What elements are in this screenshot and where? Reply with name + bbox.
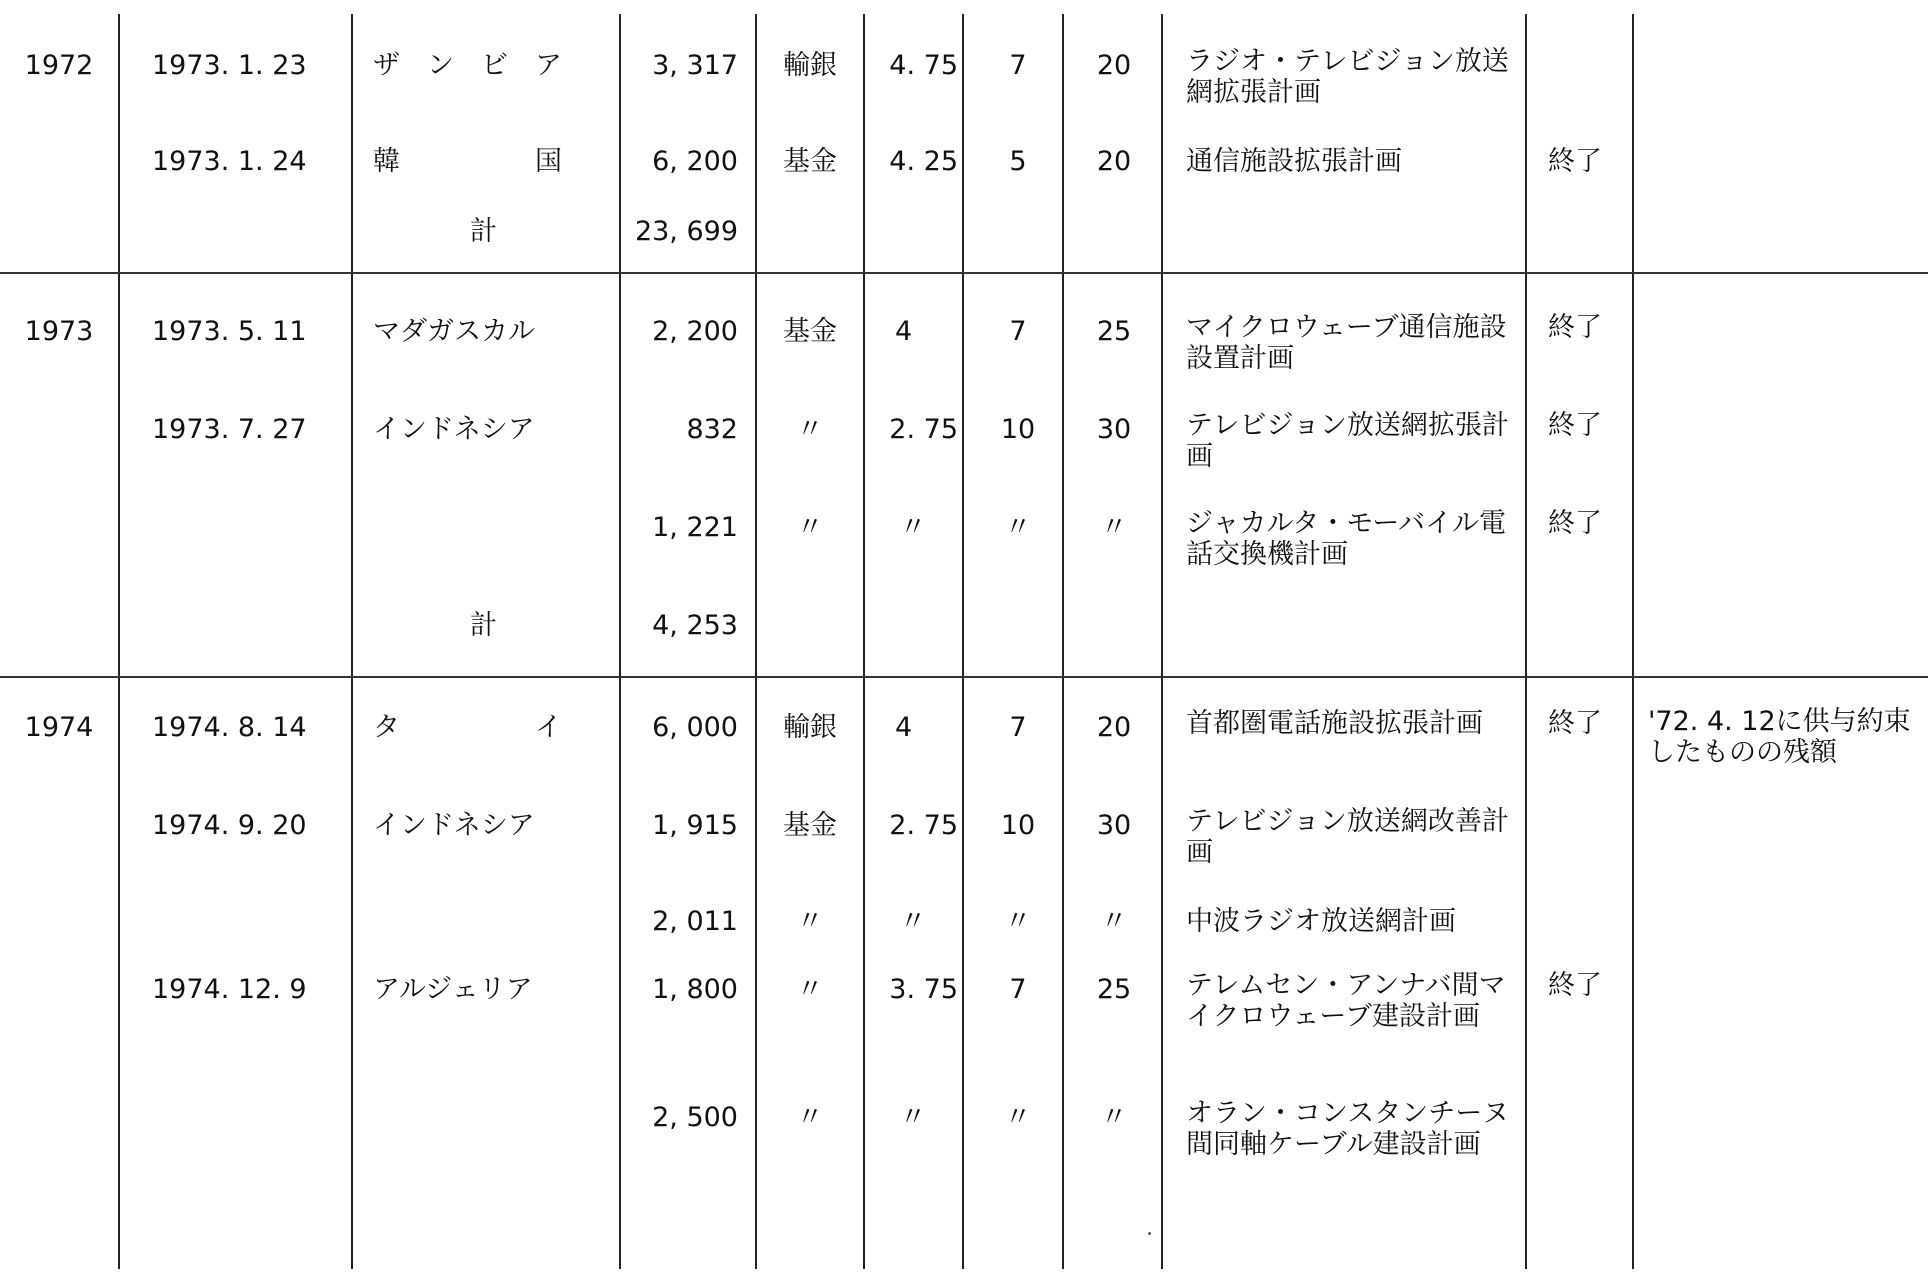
date-cell: 1973. 7. 27 bbox=[152, 414, 307, 445]
source-cell: 基金 bbox=[783, 316, 837, 347]
status-cell: 終了 bbox=[1548, 312, 1602, 343]
amount-cell: 2, 011 bbox=[652, 906, 738, 937]
year-cell: 1973 bbox=[24, 316, 94, 347]
date-cell: 1974. 12. 9 bbox=[152, 974, 307, 1005]
grace-cell: 7 bbox=[1009, 50, 1027, 81]
rate-cell: 4. 25 bbox=[889, 146, 958, 177]
country-cell: インドネシア bbox=[373, 810, 535, 841]
term-cell: 20 bbox=[1096, 146, 1132, 177]
column-rule bbox=[619, 14, 621, 1269]
total-amount: 23, 699 bbox=[634, 216, 738, 247]
term-cell: 20 bbox=[1096, 712, 1132, 743]
project-cell: マイクロウェーブ通信施設設置計画 bbox=[1186, 312, 1507, 374]
term-cell: 〃 bbox=[1100, 1102, 1128, 1133]
status-cell: 終了 bbox=[1548, 970, 1602, 1001]
source-cell: 〃 bbox=[796, 414, 824, 445]
term-cell: 〃 bbox=[1100, 906, 1128, 937]
amount-cell: 1, 800 bbox=[652, 974, 738, 1005]
amount-cell: 2, 500 bbox=[652, 1102, 738, 1133]
rate-cell: 4 bbox=[895, 712, 913, 743]
term-cell: 20 bbox=[1096, 50, 1132, 81]
country-cell: 韓 国 bbox=[373, 146, 562, 177]
amount-cell: 6, 000 bbox=[652, 712, 738, 743]
country-cell: アルジェリア bbox=[373, 974, 533, 1005]
status-cell: 終了 bbox=[1548, 146, 1602, 177]
total-amount: 4, 253 bbox=[652, 610, 738, 641]
remarks-cell: '72. 4. 12に供与約束したものの残額 bbox=[1648, 706, 1911, 768]
term-cell: 30 bbox=[1096, 414, 1132, 445]
source-cell: 基金 bbox=[783, 810, 837, 841]
term-cell: 25 bbox=[1096, 316, 1132, 347]
column-rule bbox=[1062, 14, 1064, 1269]
year-cell: 1972 bbox=[24, 50, 94, 81]
group-separator bbox=[0, 676, 1928, 678]
column-rule bbox=[863, 14, 865, 1269]
column-rule bbox=[962, 14, 964, 1269]
column-rule bbox=[351, 14, 353, 1269]
country-cell: ザ ン ビ ア bbox=[373, 50, 562, 81]
grace-cell: 10 bbox=[1000, 414, 1036, 445]
grace-cell: 7 bbox=[1009, 316, 1027, 347]
grace-cell: 〃 bbox=[1004, 1102, 1032, 1133]
project-cell: テレムセン・アンナバ間マイクロウェーブ建設計画 bbox=[1186, 970, 1506, 1032]
project-cell: 通信施設拡張計画 bbox=[1186, 146, 1402, 177]
term-cell: 〃 bbox=[1100, 512, 1128, 543]
amount-cell: 6, 200 bbox=[652, 146, 738, 177]
source-cell: 〃 bbox=[796, 974, 824, 1005]
grace-cell: 7 bbox=[1009, 974, 1027, 1005]
project-cell: オラン・コンスタンチーヌ間同軸ケーブル建設計画 bbox=[1186, 1098, 1510, 1160]
scan-speck bbox=[1148, 1232, 1151, 1235]
total-label: 計 bbox=[470, 216, 497, 247]
rate-cell: 〃 bbox=[899, 906, 927, 937]
source-cell: 〃 bbox=[796, 906, 824, 937]
amount-cell: 1, 221 bbox=[652, 512, 738, 543]
term-cell: 25 bbox=[1096, 974, 1132, 1005]
country-cell: タ イ bbox=[373, 712, 562, 743]
status-cell: 終了 bbox=[1548, 508, 1602, 539]
rate-cell: 〃 bbox=[899, 512, 927, 543]
amount-cell: 2, 200 bbox=[652, 316, 738, 347]
project-cell: ジャカルタ・モーバイル電話交換機計画 bbox=[1186, 508, 1506, 570]
project-cell: 首都圏電話施設拡張計画 bbox=[1186, 708, 1483, 739]
grace-cell: 5 bbox=[1009, 146, 1027, 177]
date-cell: 1973. 5. 11 bbox=[152, 316, 307, 347]
grace-cell: 10 bbox=[1000, 810, 1036, 841]
amount-cell: 3, 317 bbox=[652, 50, 738, 81]
project-cell: テレビジョン放送網拡張計画 bbox=[1186, 410, 1509, 472]
column-rule bbox=[1525, 14, 1527, 1269]
term-cell: 30 bbox=[1096, 810, 1132, 841]
column-rule bbox=[755, 14, 757, 1269]
date-cell: 1974. 9. 20 bbox=[152, 810, 307, 841]
source-cell: 輸銀 bbox=[783, 712, 837, 743]
rate-cell: 2. 75 bbox=[889, 810, 958, 841]
rate-cell: 〃 bbox=[899, 1102, 927, 1133]
rate-cell: 2. 75 bbox=[889, 414, 958, 445]
group-separator bbox=[0, 272, 1928, 274]
source-cell: 〃 bbox=[796, 1102, 824, 1133]
country-cell: インドネシア bbox=[373, 414, 535, 445]
grace-cell: 〃 bbox=[1004, 512, 1032, 543]
column-rule bbox=[1161, 14, 1163, 1269]
source-cell: 〃 bbox=[796, 512, 824, 543]
source-cell: 基金 bbox=[783, 146, 837, 177]
amount-cell: 832 bbox=[686, 414, 738, 445]
rate-cell: 4 bbox=[895, 316, 913, 347]
rate-cell: 4. 75 bbox=[889, 50, 958, 81]
date-cell: 1973. 1. 24 bbox=[152, 146, 307, 177]
grace-cell: 〃 bbox=[1004, 906, 1032, 937]
column-rule bbox=[1632, 14, 1634, 1269]
column-rule bbox=[118, 14, 120, 1269]
country-cell: マダガスカル bbox=[373, 316, 535, 347]
grace-cell: 7 bbox=[1009, 712, 1027, 743]
project-cell: テレビジョン放送網改善計画 bbox=[1186, 806, 1509, 868]
date-cell: 1974. 8. 14 bbox=[152, 712, 307, 743]
project-cell: ラジオ・テレビジョン放送網拡張計画 bbox=[1186, 46, 1509, 108]
rate-cell: 3. 75 bbox=[889, 974, 958, 1005]
status-cell: 終了 bbox=[1548, 708, 1602, 739]
year-cell: 1974 bbox=[24, 712, 94, 743]
project-cell: 中波ラジオ放送網計画 bbox=[1186, 906, 1456, 937]
total-label: 計 bbox=[470, 610, 497, 641]
amount-cell: 1, 915 bbox=[652, 810, 738, 841]
status-cell: 終了 bbox=[1548, 410, 1602, 441]
date-cell: 1973. 1. 23 bbox=[152, 50, 307, 81]
source-cell: 輸銀 bbox=[783, 50, 837, 81]
